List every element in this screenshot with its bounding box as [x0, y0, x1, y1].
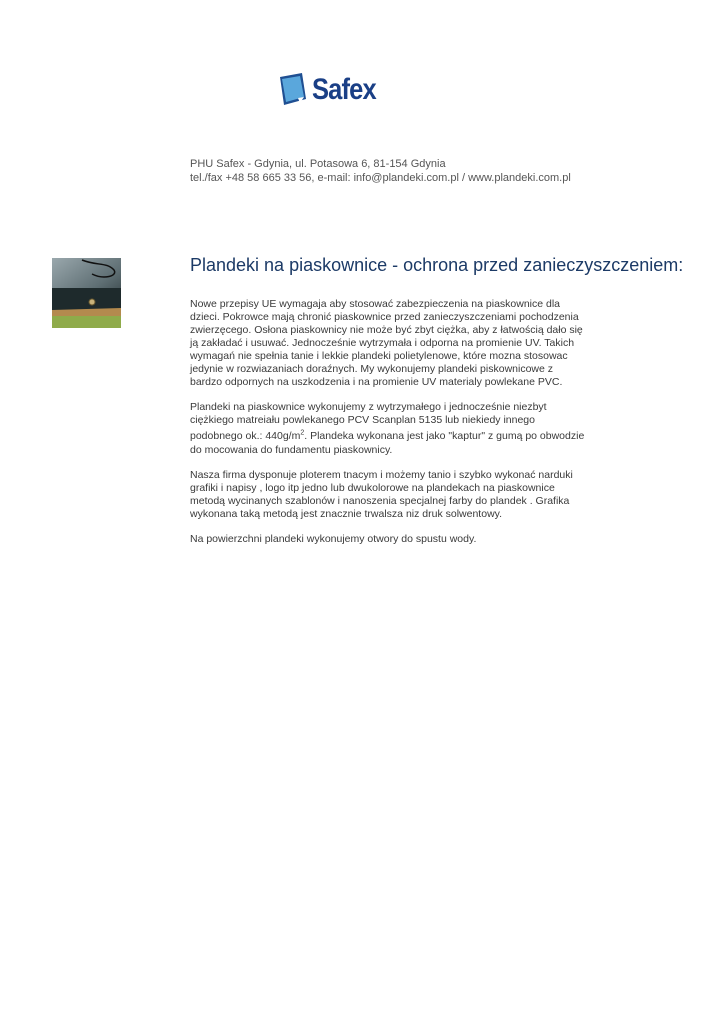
- text-line: do mocowania do fundamentu piaskownicy.: [190, 444, 393, 456]
- text-segment: . Plandeka wykonana jest jako "kaptur" z gumą po obwodzie: [304, 430, 585, 442]
- superscript: 2: [300, 429, 305, 437]
- text-line: jedynie w rozwiazaniach doraźnych. My wykonujemy plandeki piskownicowe z: [190, 363, 553, 375]
- text-segment: podobnego ok.: 440g/m: [190, 430, 301, 442]
- text-line: zwierzęcego. Osłona piaskownicy nie może być zbyt ciężka, aby z łatwością dało się: [190, 324, 583, 336]
- safex-logo: [278, 70, 387, 110]
- article-body: [190, 298, 590, 558]
- text-line: wymagań nie spełnia tanie i lekkie plandeki polietylenowe, które mozna stosowac: [190, 350, 568, 362]
- text-line: wykonana taką metodą jest znacznie trwalsza niz druk solwentowy.: [190, 508, 503, 520]
- text-line: Plandeki na piaskownice wykonujemy z wytrzymałego i jednocześnie niezbyt: [190, 401, 547, 413]
- text-line: ją zakładać i usuwać. Jednocześnie wytrzymała i odporna na promienie UV. Takich: [190, 337, 575, 349]
- text-line: Nowe przepisy UE wymagaja aby stosować zabezpieczenia na piaskownice dla: [190, 298, 561, 310]
- logo-text: Safex: [312, 73, 376, 106]
- text-line: grafiki i napisy , logo itp jedno lub dwukolorowe na plandekach na piaskownice: [190, 482, 555, 494]
- text-line: bardzo odpornych na uszkodzenia i na promienie UV materialy powlekane PVC.: [190, 376, 563, 388]
- contact-phone-email: tel./fax +48 58 665 33 56, e-mail: info@plandeki.com.pl / www.plandeki.com.pl: [190, 172, 571, 184]
- paragraph-drainage: [190, 533, 590, 546]
- sandbox-cover-photo: [52, 258, 121, 328]
- contact-info: [190, 157, 571, 185]
- text-line-weight: [190, 429, 590, 444]
- text-line: dzieci. Pokrowce mają chronić piaskownice przed zanieczyszczeniami pochodzenia: [190, 311, 579, 323]
- text-line: ciężkiego matreiału powlekanego PCV Scanplan 5135 lub niekiedy innego: [190, 414, 535, 426]
- page-title: Plandeki na piaskownice - ochrona przed zanieczyszczeniem:: [190, 255, 684, 275]
- paragraph-graphics: [190, 469, 590, 521]
- text-line: Nasza firma dysponuje ploterem tnacym i możemy tanio i szybko wykonać narduki: [190, 469, 573, 481]
- text-line: Na powierzchni plandeki wykonujemy otwory do spustu wody.: [190, 533, 477, 545]
- text-line: metodą wycinanych szablonów i nanoszenia specjalnej farby do plandek . Grafika: [190, 495, 570, 507]
- paragraph-requirements: [190, 298, 590, 389]
- folded-square-logo-icon: [278, 73, 308, 107]
- contact-address: PHU Safex - Gdynia, ul. Potasowa 6, 81-154 Gdynia: [190, 158, 446, 170]
- paragraph-material: [190, 401, 590, 457]
